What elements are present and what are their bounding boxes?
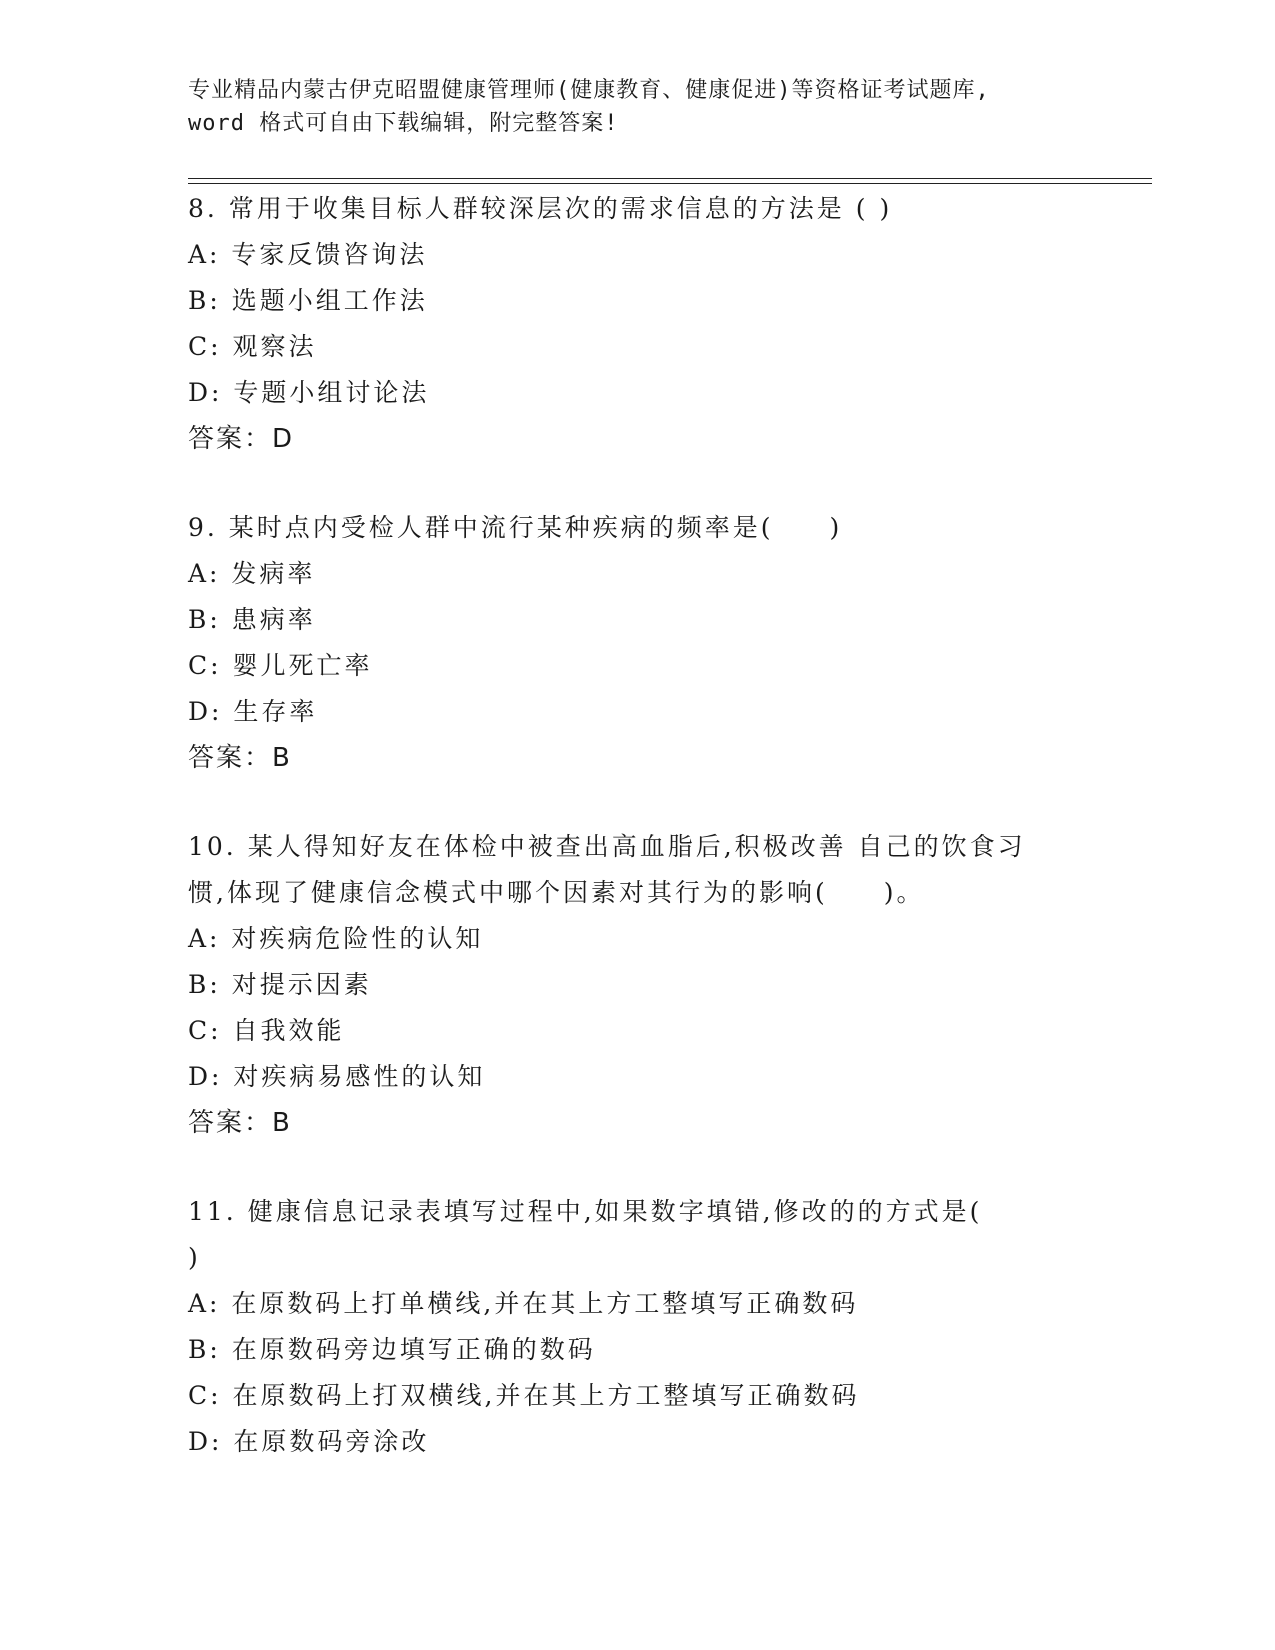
option-a: A: 对疾病危险性的认知 xyxy=(188,924,484,953)
header-line-1: 专业精品内蒙古伊克昭盟健康管理师(健康教育、健康促进)等资格证考试题库, xyxy=(188,78,990,103)
answer-label: 答案：B xyxy=(188,1108,292,1138)
question-11 xyxy=(188,1189,1118,1465)
option-d: D: 对疾病易感性的认知 xyxy=(188,1062,486,1091)
option-c: C: 观察法 xyxy=(188,332,317,361)
option-d: D: 在原数码旁涂改 xyxy=(188,1427,430,1456)
question-8 xyxy=(188,186,1118,462)
option-c: C: 婴儿死亡率 xyxy=(188,651,373,680)
option-a: A: 专家反馈咨询法 xyxy=(188,240,428,269)
option-b: B: 对提示因素 xyxy=(188,970,372,999)
header-divider-bottom xyxy=(188,183,1152,184)
question-stem: 9. 某时点内受检人群中流行某种疾病的频率是( ) xyxy=(188,513,843,542)
header-line-2: word 格式可自由下载编辑，附完整答案! xyxy=(188,111,619,136)
question-10 xyxy=(188,824,1118,1146)
question-stem-line-1: 11. 健康信息记录表填写过程中,如果数字填错,修改的的方式是( xyxy=(188,1197,983,1226)
header-divider-top xyxy=(188,178,1152,179)
option-b: B: 患病率 xyxy=(188,605,316,634)
question-list xyxy=(188,186,1118,1465)
option-a: A: 在原数码上打单横线,并在其上方工整填写正确数码 xyxy=(188,1289,859,1318)
answer-label: 答案：B xyxy=(188,743,292,773)
option-b: B: 在原数码旁边填写正确的数码 xyxy=(188,1335,596,1364)
question-stem-line-2: ) xyxy=(188,1243,201,1272)
option-b: B: 选题小组工作法 xyxy=(188,286,428,315)
question-9 xyxy=(188,505,1118,781)
option-d: D: 生存率 xyxy=(188,697,318,726)
question-stem-line-2: 惯,体现了健康信念模式中哪个因素对其行为的影响( )。 xyxy=(188,878,925,907)
option-c: C: 在原数码上打双横线,并在其上方工整填写正确数码 xyxy=(188,1381,860,1410)
question-stem: 8. 常用于收集目标人群较深层次的需求信息的方法是 ( ) xyxy=(188,194,893,223)
question-stem-line-1: 10. 某人得知好友在体检中被查出高血脂后,积极改善 自己的饮食习 xyxy=(188,832,1026,861)
document-header xyxy=(188,74,1068,140)
option-a: A: 发病率 xyxy=(188,559,316,588)
answer-label: 答案：D xyxy=(188,424,295,454)
option-c: C: 自我效能 xyxy=(188,1016,345,1045)
option-d: D: 专题小组讨论法 xyxy=(188,378,430,407)
